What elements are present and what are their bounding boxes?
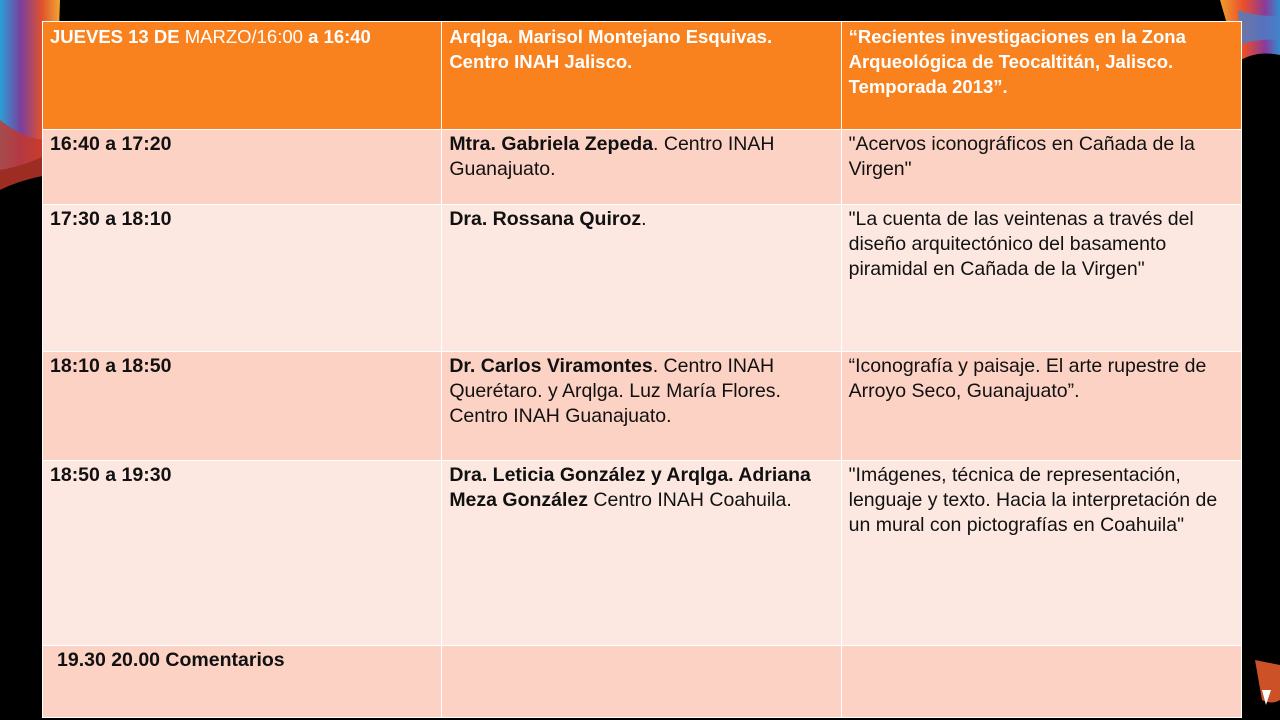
speaker-affiliation: . Centro INAH Guanajuato. [449, 133, 775, 180]
time-cell: 19.30 20.00 Comentarios [43, 646, 442, 718]
header-title-cell: “Recientes investigaciones en la Zona Arqueológica de Teocaltitán, Jalisco. Temporada 2013”. [841, 22, 1241, 130]
talk-title-cell: "Imágenes, técnica de representación, lenguaje y texto. Hacia la interpretación de un mural con pictografías en Coahuila" [841, 461, 1241, 646]
schedule-table [42, 21, 1242, 718]
speaker-cell [442, 352, 841, 461]
speaker-affiliation: . [641, 208, 647, 230]
speaker-name: Mtra. Gabriela Zepeda [449, 133, 654, 155]
table-row [43, 130, 1242, 205]
speaker-affiliation: . Centro INAH Querétaro. y Arqlga. Luz María Flores. Centro INAH Guanajuato. [449, 355, 781, 427]
speaker-name: Dr. Carlos Viramontes [449, 355, 653, 377]
table-row [43, 205, 1242, 352]
table-row [43, 646, 1242, 718]
header-date-end: 16:40 [323, 26, 371, 47]
talk-title-cell: "Acervos iconográficos en Cañada de la Virgen" [841, 130, 1241, 205]
talk-title-cell: “Iconografía y paisaje. El arte rupestre de Arroyo Seco, Guanajuato”. [841, 352, 1241, 461]
header-date-light: MARZO/16:00 [184, 26, 309, 47]
talk-title-cell [841, 646, 1241, 718]
table-row [43, 461, 1242, 646]
talk-title-cell: "La cuenta de las veintenas a través del diseño arquitectónico del basamento piramidal en Cañada de la Virgen" [841, 205, 1241, 352]
time-cell: 18:10 a 18:50 [43, 352, 442, 461]
time-cell: 18:50 a 19:30 [43, 461, 442, 646]
speaker-name: Dra. Leticia González y Arqlga. Adriana Meza González [449, 464, 811, 511]
speaker-cell [442, 130, 841, 205]
table-row [43, 352, 1242, 461]
header-date-a: a [308, 26, 324, 47]
header-date-bold: JUEVES 13 DE [50, 26, 185, 47]
time-cell: 16:40 a 17:20 [43, 130, 442, 205]
speaker-cell [442, 461, 841, 646]
time-cell: 17:30 a 18:10 [43, 205, 442, 352]
speaker-affiliation: Centro INAH Coahuila. [588, 489, 792, 511]
header-speaker-cell: Arqlga. Marisol Montejano Esquivas. Centro INAH Jalisco. [442, 22, 841, 130]
speaker-name: Dra. Rossana Quiroz [449, 208, 642, 230]
header-date-cell [43, 22, 442, 130]
table-header-row [43, 22, 1242, 130]
speaker-cell [442, 646, 841, 718]
speaker-cell [442, 205, 841, 352]
